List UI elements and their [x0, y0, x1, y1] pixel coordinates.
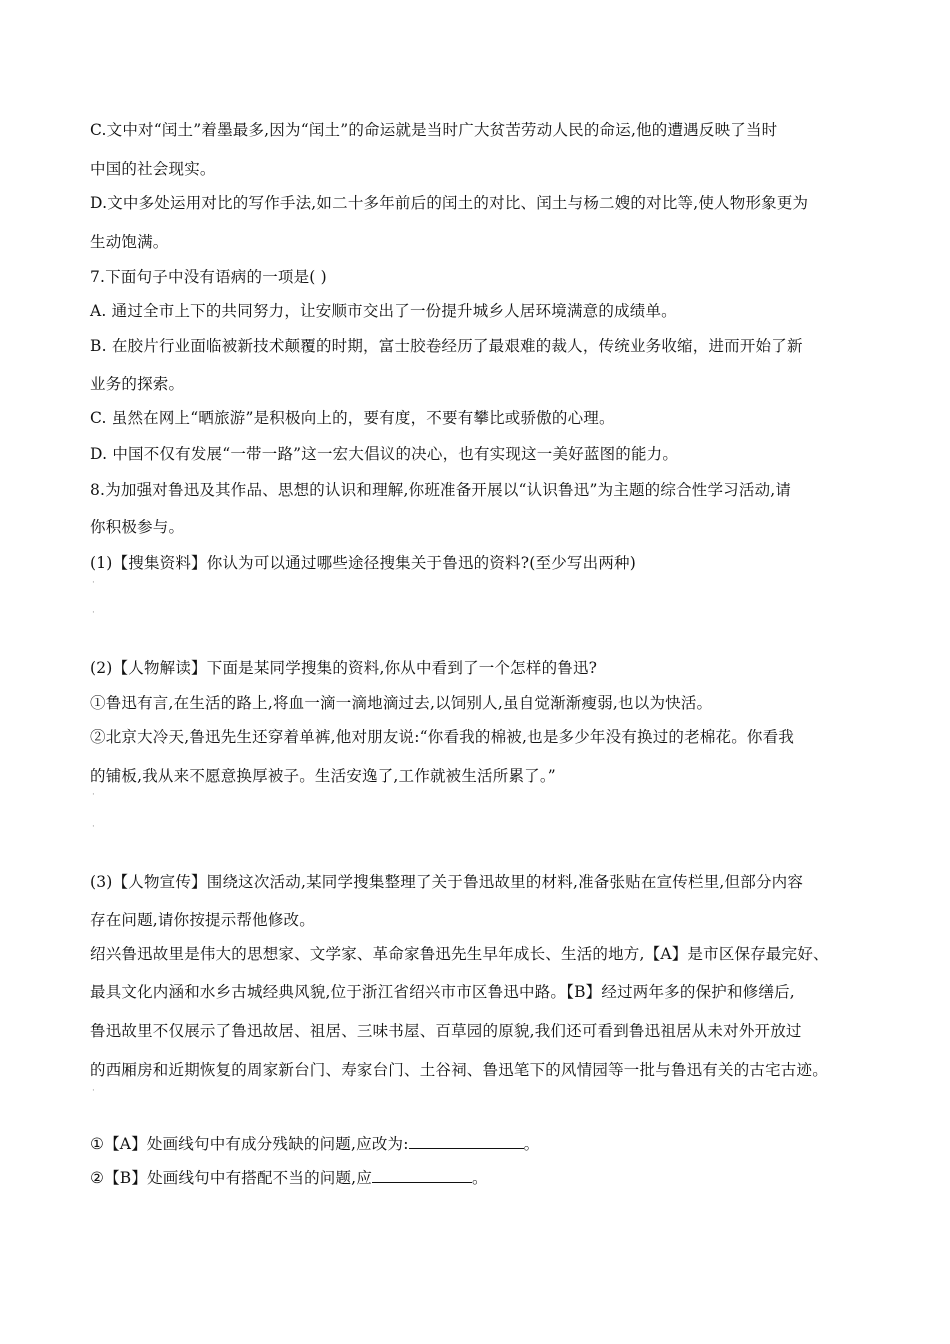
q7-option-c: C. 虽然在网上“晒旅游”是积极向上的，要有度，不要有攀比或骄傲的心理。 — [90, 409, 615, 427]
q6-option-c-line1: C.文中对“闰土”着墨最多,因为“闰土”的命运就是当时广大贫苦劳动人民的命运,他的遭遇反映了当时 — [90, 121, 778, 139]
blank-marker: · — [92, 608, 95, 618]
material-line2: 最具文化内涵和水乡古城经典风貌,位于浙江省绍兴市市区鲁迅中路。【B】经过两年多的保护和修缮后, — [90, 983, 795, 1001]
fix-b-period: 。 — [472, 1169, 488, 1187]
q7-option-a: A. 通过全市上下的共同努力，让安顺市交出了一份提升城乡人居环境满意的成绩单。 — [90, 302, 677, 320]
q7-option-b-line1: B. 在胶片行业面临被新技术颠覆的时期，富士胶卷经历了最艰难的裁人，传统业务收缩，进而开始了新 — [90, 337, 803, 355]
q7-option-d: D. 中国不仅有发展“一带一路”这一宏大倡议的决心，也有实现这一美好蓝图的能力。 — [90, 445, 679, 463]
fix-a-answer-blank[interactable] — [409, 1134, 524, 1149]
q8-part2-item2-line1: ②北京大冷天,鲁迅先生还穿着单裤,他对朋友说:“你看我的棉被,也是多少年没有换过的老棉花。你看我 — [90, 728, 795, 746]
fix-b-line — [90, 1166, 488, 1188]
q7-option-b-line2: 业务的探索。 — [90, 375, 185, 393]
fix-a-prompt: ①【A】处画线句中有成分残缺的问题,应改为: — [90, 1135, 409, 1153]
q8-stem-line1: 8.为加强对鲁迅及其作品、思想的认识和理解,你班准备开展以“认识鲁迅”为主题的综合性学习活动,请 — [90, 481, 792, 499]
blank-marker: · — [92, 822, 95, 832]
fix-a-line — [90, 1132, 539, 1154]
q8-part3-line2: 存在问题,请你按提示帮他修改。 — [90, 911, 315, 929]
fix-b-prompt: ②【B】处画线句中有搭配不当的问题,应 — [90, 1169, 373, 1187]
q8-part3-line1: (3)【人物宣传】围绕这次活动,某同学搜集整理了关于鲁迅故里的材料,准备张贴在宣传栏里,但部分内容 — [90, 873, 804, 891]
material-line3: 鲁迅故里不仅展示了鲁迅故居、祖居、三味书屋、百草园的原貌,我们还可看到鲁迅祖居从未对外开放过 — [90, 1022, 802, 1040]
blank-marker: · — [92, 1086, 95, 1096]
q7-stem: 7.下面句子中没有语病的一项是( ) — [90, 268, 327, 286]
q8-part2-item1: ①鲁迅有言,在生活的路上,将血一滴一滴地滴过去,以饲别人,虽自觉渐渐瘦弱,也以为快活。 — [90, 694, 713, 712]
material-line1: 绍兴鲁迅故里是伟大的思想家、文学家、革命家鲁迅先生早年成长、生活的地方,【A】是市区保存最完好、 — [90, 945, 829, 963]
q8-part2: (2)【人物解读】下面是某同学搜集的资料,你从中看到了一个怎样的鲁迅? — [90, 659, 598, 677]
material-line4: 的西厢房和近期恢复的周家新台门、寿家台门、土谷祠、鲁迅笔下的风情园等一批与鲁迅有关的古宅古迹。 — [90, 1061, 828, 1079]
blank-marker: · — [92, 790, 95, 800]
q6-option-c-line2: 中国的社会现实。 — [90, 160, 216, 178]
q8-part1: (1)【搜集资料】你认为可以通过哪些途径搜集关于鲁迅的资料?(至少写出两种) — [90, 554, 636, 572]
blank-marker: · — [92, 578, 95, 588]
q6-option-d-line2: 生动饱满。 — [90, 233, 169, 251]
fix-a-period: 。 — [523, 1135, 540, 1153]
fix-b-answer-blank[interactable] — [372, 1168, 472, 1183]
q6-option-d-line1: D.文中多处运用对比的写作手法,如二十多年前后的闰土的对比、闰土与杨二嫂的对比等,使人物形象更为 — [90, 194, 809, 212]
q8-stem-line2: 你积极参与。 — [90, 518, 185, 536]
q8-part2-item2-line2: 的铺板,我从来不愿意换厚被子。生活安逸了,工作就被生活所累了。” — [90, 767, 556, 785]
